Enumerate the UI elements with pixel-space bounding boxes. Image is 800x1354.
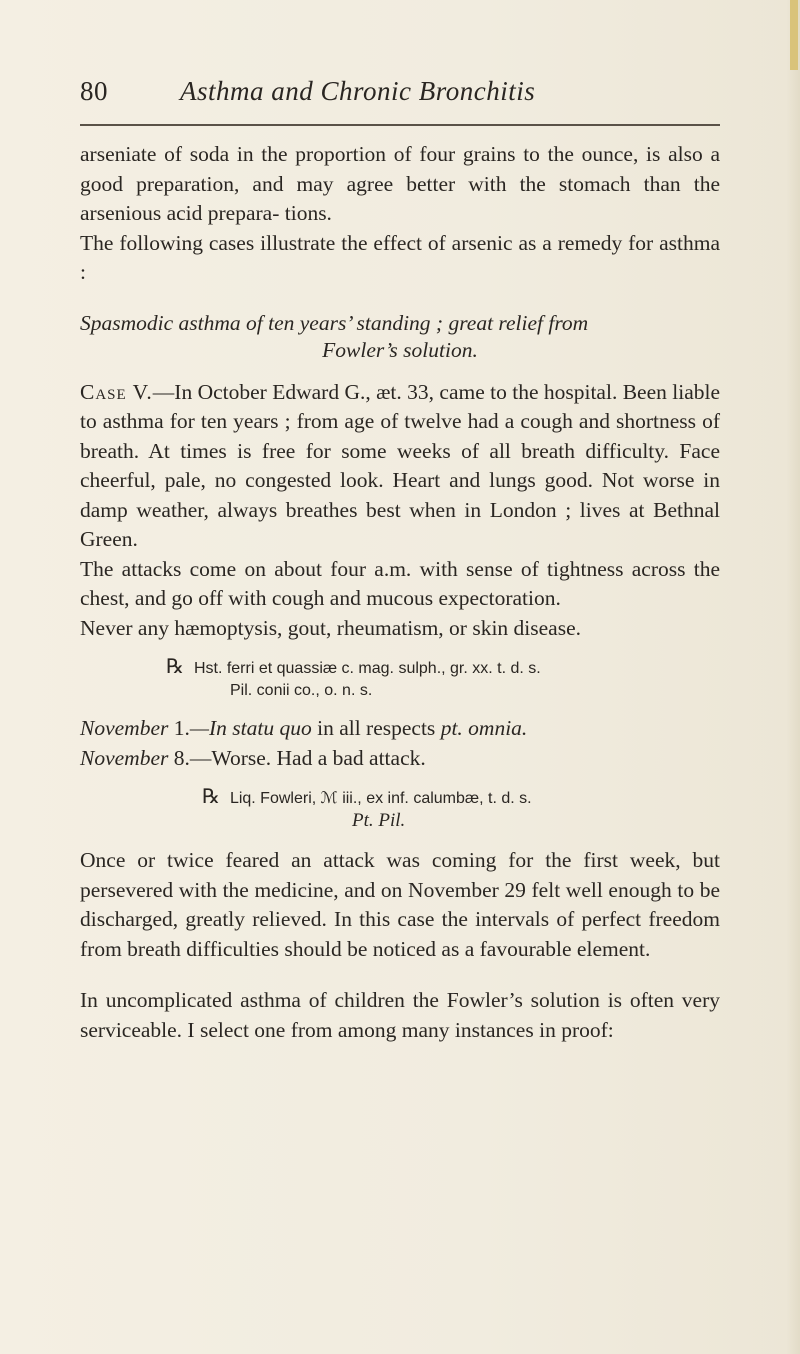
paragraph-november-1 — [80, 714, 720, 744]
paragraph-november-8 — [80, 744, 720, 774]
recipe-symbol-icon: ℞ — [166, 654, 184, 678]
case-heading — [80, 310, 720, 364]
running-title: Asthma and Chronic Bronchitis — [180, 76, 536, 106]
date-number-1: 1. — [168, 716, 190, 740]
latin-phrase-2: pt. omnia. — [440, 716, 528, 740]
prescription-1-line-2: Pil. conii co., o. n. s. — [230, 682, 373, 699]
header-rule — [80, 124, 720, 126]
paragraph-following-cases: The following cases illustrate the effect of arsenic as a remedy for asthma : — [80, 230, 720, 284]
recipe-symbol-icon-2: ℞ — [202, 784, 220, 808]
case-heading-line-2: Fowler’s solution. — [322, 337, 478, 362]
page-edge — [786, 0, 800, 1354]
paragraph-attacks: The attacks come on about four a.m. with sense of tightness across the chest, and go off with cough and mucous expectoration. — [80, 556, 720, 610]
paragraph-case-v — [80, 378, 720, 555]
page-header — [80, 76, 720, 116]
prescription-2 — [80, 785, 720, 832]
paragraph-once-or-twice: Once or twice feared an attack was coming for the first week, but persevered with the medicine, and on November 29 felt well enough to be discharged, greatly relieved. In this case the intervals of perfect freedom from breath difficulties should be noticed as a favourable element. — [80, 848, 720, 961]
case-heading-line-1: Spasmodic asthma of ten years’ standing ; great relief from — [80, 310, 589, 335]
prescription-2-line-1: Liq. Fowleri, ℳ iii., ex inf. calumbæ, t. d. s. — [229, 790, 532, 807]
prescription-1-line-1: Hst. ferri et quassiæ c. mag. sulph., gr. xx. t. d. s. — [193, 660, 541, 677]
november-8-text: 8.—Worse. Had a bad attack. — [168, 745, 426, 770]
case-label: Case V. — [80, 379, 153, 404]
latin-phrase: —In statu quo — [189, 716, 312, 740]
page-body — [80, 140, 720, 1045]
case-v-text: —In October Edward G., æt. 33, came to the hospital. Been liable to asthma for ten years ; from age of twelve had a cough and shortness of breath. At times is free for some weeks of all breath difficulty. Face cheerful, pale, no congested look. Heart and lungs good. Not worse in damp weather, always breathes best when in London ; lives at Bethnal Green. — [80, 379, 721, 551]
date-november-8: November — [80, 745, 169, 770]
date-november-1: November — [80, 716, 169, 740]
paragraph-never: Never any hæmoptysis, gout, rheumatism, or skin disease. — [80, 615, 581, 640]
november-1-text: in all respects — [311, 716, 441, 740]
paragraph-arseniate: arseniate of soda in the proportion of four grains to the ounce, is also a good preparation, and may agree better with the stomach than the arsenious acid prepara- tions. — [80, 142, 720, 225]
prescription-1 — [80, 655, 720, 702]
prescription-2-line-2: Pt. Pil. — [352, 810, 406, 831]
page-number: 80 — [80, 76, 108, 106]
paragraph-uncomplicated: In uncomplicated asthma of children the Fowler’s solution is often very serviceable. I select one from among many instances in proof: — [80, 988, 720, 1042]
page-edge-mark — [790, 0, 798, 70]
